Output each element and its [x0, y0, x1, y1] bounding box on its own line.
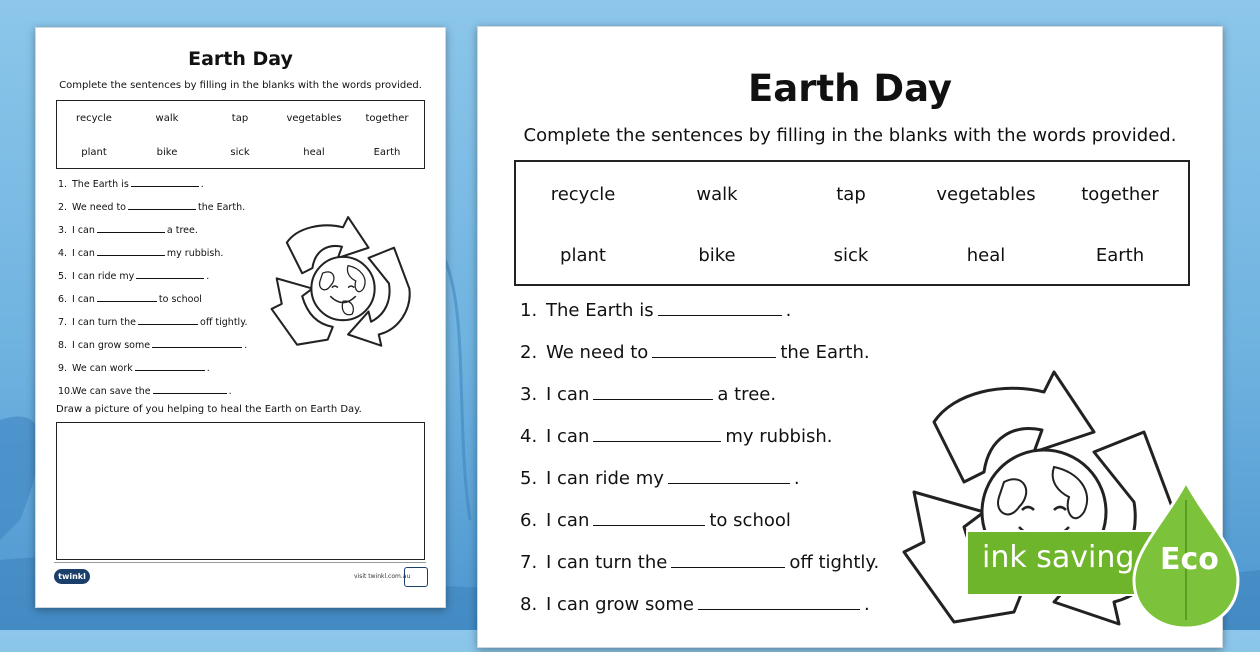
answer-blank[interactable] [135, 361, 205, 371]
answer-blank[interactable] [652, 341, 776, 358]
question-item: 8. I can grow some . [58, 340, 248, 351]
footer-divider [54, 562, 426, 563]
answer-blank[interactable] [138, 315, 198, 325]
question-item: 3. I can a tree. [520, 384, 777, 405]
word-bank-word: walk [155, 113, 179, 124]
recycle-earth-icon [264, 212, 422, 360]
answer-blank[interactable] [698, 593, 860, 610]
question-item: 10.We can save the . [58, 386, 232, 397]
twinkl-logo: twinkl [54, 569, 90, 584]
word-bank-word: recycle [550, 184, 616, 205]
word-bank-word: vegetables [286, 113, 342, 124]
ink-saving-badge [966, 480, 1260, 630]
answer-blank[interactable] [668, 467, 790, 484]
question-item: 3. I can a tree. [58, 225, 198, 236]
answer-blank[interactable] [131, 177, 199, 187]
word-bank-word: sick [230, 147, 250, 158]
word-bank-word: heal [303, 147, 325, 158]
word-bank-word: bike [156, 147, 178, 158]
word-bank-word: recycle [76, 113, 112, 124]
word-bank-word: walk [696, 184, 738, 205]
answer-blank[interactable] [152, 338, 242, 348]
site-url: visit twinkl.com.au [354, 573, 411, 580]
answer-blank[interactable] [671, 551, 785, 568]
word-bank-word: together [365, 113, 409, 124]
question-item: 1. The Earth is . [58, 179, 204, 190]
answer-blank[interactable] [97, 246, 165, 256]
question-item: 7. I can turn the off tightly. [520, 552, 880, 573]
quality-badge-icon [404, 567, 428, 587]
answer-blank[interactable] [593, 509, 705, 526]
word-bank-word: Earth [1095, 245, 1145, 266]
question-item: 4. I can my rubbish. [520, 426, 833, 447]
question-item: 8. I can grow some . [520, 594, 870, 615]
question-item: 7. I can turn the off tightly. [58, 317, 248, 328]
answer-blank[interactable] [593, 425, 721, 442]
question-item: 5. I can ride my . [520, 468, 800, 489]
word-bank [56, 100, 425, 169]
page-title: Earth Day [747, 67, 953, 110]
answer-blank[interactable] [128, 200, 196, 210]
word-bank-word: vegetables [936, 184, 1036, 205]
question-item: 1. The Earth is . [520, 300, 792, 321]
word-bank-word: plant [560, 245, 606, 266]
question-item: 5. I can ride my . [58, 271, 210, 282]
question-item: 2. We need to the Earth. [58, 202, 246, 213]
question-item: 9. We can work . [58, 363, 210, 374]
eco-label: Eco [1160, 542, 1219, 577]
word-bank-word: bike [698, 245, 736, 266]
word-bank [514, 160, 1190, 286]
answer-blank[interactable] [97, 223, 165, 233]
question-item: 2. We need to the Earth. [520, 342, 870, 363]
answer-blank[interactable] [136, 269, 204, 279]
draw-prompt: Draw a picture of you helping to heal the Earth on Earth Day. [56, 404, 362, 415]
worksheet-preview-small [35, 27, 446, 608]
page-title: Earth Day [188, 48, 293, 70]
answer-blank[interactable] [658, 299, 782, 316]
word-bank-word: Earth [373, 147, 401, 158]
question-item: 4. I can my rubbish. [58, 248, 224, 259]
word-bank-word: heal [966, 245, 1006, 266]
instructions: Complete the sentences by filling in the blanks with the words provided. [523, 125, 1177, 146]
word-bank-word: plant [81, 147, 107, 158]
ink-saving-label: ink saving [982, 540, 1135, 575]
answer-blank[interactable] [153, 384, 227, 394]
word-bank-word: together [1081, 184, 1159, 205]
word-bank-word: tap [231, 113, 249, 124]
question-item: 6. I can to school [520, 510, 791, 531]
answer-blank[interactable] [97, 292, 157, 302]
answer-blank[interactable] [593, 383, 713, 400]
question-item: 6. I can to school [58, 294, 202, 305]
instructions: Complete the sentences by filling in the blanks with the words provided. [59, 80, 422, 91]
word-bank-word: sick [833, 245, 869, 266]
word-bank-word: tap [836, 184, 866, 205]
drawing-area[interactable] [56, 422, 425, 560]
